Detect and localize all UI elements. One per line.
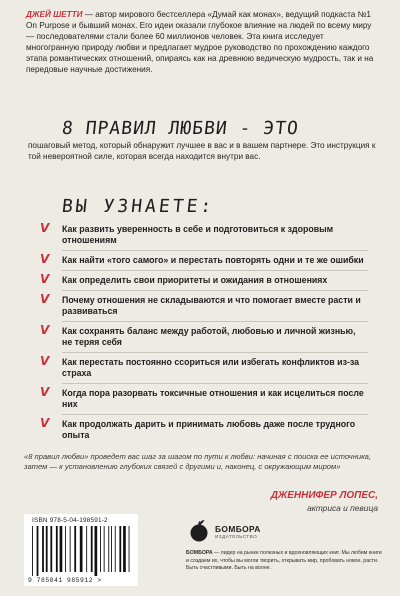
barcode-bar [32, 526, 33, 576]
barcode-bar [74, 526, 76, 572]
learn-list [38, 221, 368, 441]
barcode-bar [42, 526, 44, 572]
intro-text: — автор мирового бестселлера «Думай как монах», ведущий подкаста №1 On Purpose и бывший монах. Его идеи оказали глубокое влияние на людей по всему миру — последователями стали более 60 миллионов человек. Эта книга исследует многогранную природу любви и предлагает мудрое руководство по прохождению каждого этапа романтических отношений, опираясь как на древнюю ведическую мудрость, так и на передовые научные достижения. [26, 10, 374, 74]
barcode-digits: 9 785041 985912 > [28, 577, 102, 584]
publisher-subtitle: ИЗДАТЕЛЬСТВО [215, 534, 258, 539]
learn-item-text: Как сохранять баланс между работой, любовью и личной жизнью, не теряя себя [62, 326, 356, 347]
barcode-image [30, 526, 132, 576]
learn-item-text: Как перестать постоянно ссориться или избегать конфликтов из-за страха [62, 357, 360, 378]
barcode-bar [56, 526, 58, 572]
checkmark-icon: V [40, 292, 50, 306]
isbn-label: ISBN 978-5-04-198591-2 [32, 517, 108, 524]
checkmark-icon: V [40, 272, 50, 286]
intro-author: ДЖЕЙ ШЕТТИ [26, 10, 83, 19]
barcode-bar [91, 526, 93, 572]
learn-list-item [38, 252, 368, 266]
learn-list-item [38, 292, 368, 317]
barcode-bar [70, 526, 71, 572]
learn-list-item [38, 323, 368, 348]
learn-item-text: Почему отношения не складываются и что помогает вместе расти и развиваться [62, 295, 361, 316]
barcode-bar [50, 526, 52, 572]
checkmark-icon: V [40, 252, 50, 266]
quote-role: актриса и певица [307, 503, 378, 513]
learn-item-text: Как развить уверенность в себе и подготовиться к здоровым отношениям [62, 224, 334, 245]
checkmark-icon: V [40, 221, 50, 235]
learn-item-text: Как найти «того самого» и перестать повторять одни и те же ошибки [62, 255, 364, 265]
barcode-bar [104, 526, 105, 572]
learn-item-text: Когда пора разорвать токсичные отношения и как исцелиться после них [62, 388, 364, 409]
publisher-logo-icon [186, 518, 212, 544]
learn-divider [62, 250, 368, 251]
barcode-bar [37, 526, 39, 576]
barcode-bar [65, 526, 66, 572]
barcode-bar [60, 526, 63, 572]
headline-text: пошаговый метод, который обнаружит лучшее в вас и в вашем партнере. Это инструкция к той невероятной силе, которая всегда находится внутри вас. [28, 141, 376, 161]
headline-title: 8 ПРАВИЛ ЛЮБВИ - ЭТО [60, 118, 300, 139]
learn-item-text: Как продолжать дарить и принимать любовь даже после трудного опыта [62, 419, 356, 440]
barcode-bar [100, 526, 101, 572]
barcode-bar [115, 526, 116, 572]
checkmark-icon: V [40, 385, 50, 399]
learn-list-item [38, 385, 368, 410]
barcode-bar [129, 526, 130, 572]
learn-divider [62, 414, 368, 415]
barcode-panel [24, 514, 138, 586]
checkmark-icon: V [40, 323, 50, 337]
learn-divider [62, 352, 368, 353]
publisher-blurb-text: — лидер на рынке полезных и вдохновляющих книг. Мы любим книги и создаем их, чтобы вы могли творить, открывать мир, пробовать новое, расти. Быть счастливыми. Быть на волне. [186, 550, 382, 572]
learn-divider [62, 321, 368, 322]
learn-list-item [38, 416, 368, 441]
quote-text: «8 правил любви» проведет вас шаг за шагом по пути к любви: начиная с поиска ее источника, затем — к установлению глубоких связей с другими и, наконец, с окружающим миром» [24, 452, 372, 471]
learn-divider [62, 290, 368, 291]
barcode-bar [46, 526, 48, 572]
learn-divider [62, 270, 368, 271]
barcode-bar [119, 526, 121, 572]
learn-title: ВЫ УЗНАЕТЕ: [60, 196, 216, 217]
learn-list-item [38, 354, 368, 379]
quote-author: ДЖЕННИФЕР ЛОПЕС, [270, 490, 378, 501]
publisher-blurb-name: БОМБОРА [186, 550, 213, 556]
publisher-name: БОМБОРА [215, 524, 261, 534]
learn-list-item [38, 272, 368, 286]
barcode-bar [80, 526, 83, 572]
learn-divider [62, 383, 368, 384]
checkmark-icon: V [40, 354, 50, 368]
publisher-blurb [186, 550, 382, 573]
intro-paragraph [26, 10, 378, 75]
barcode-bar [123, 526, 126, 572]
barcode-bar [108, 526, 109, 572]
checkmark-icon: V [40, 416, 50, 430]
barcode-bar [111, 526, 112, 572]
barcode-bar [86, 526, 87, 572]
barcode-bar [95, 526, 98, 576]
learn-list-item [38, 221, 368, 246]
learn-item-text: Как определить свои приоритеты и ожидания в отношениях [62, 275, 328, 285]
